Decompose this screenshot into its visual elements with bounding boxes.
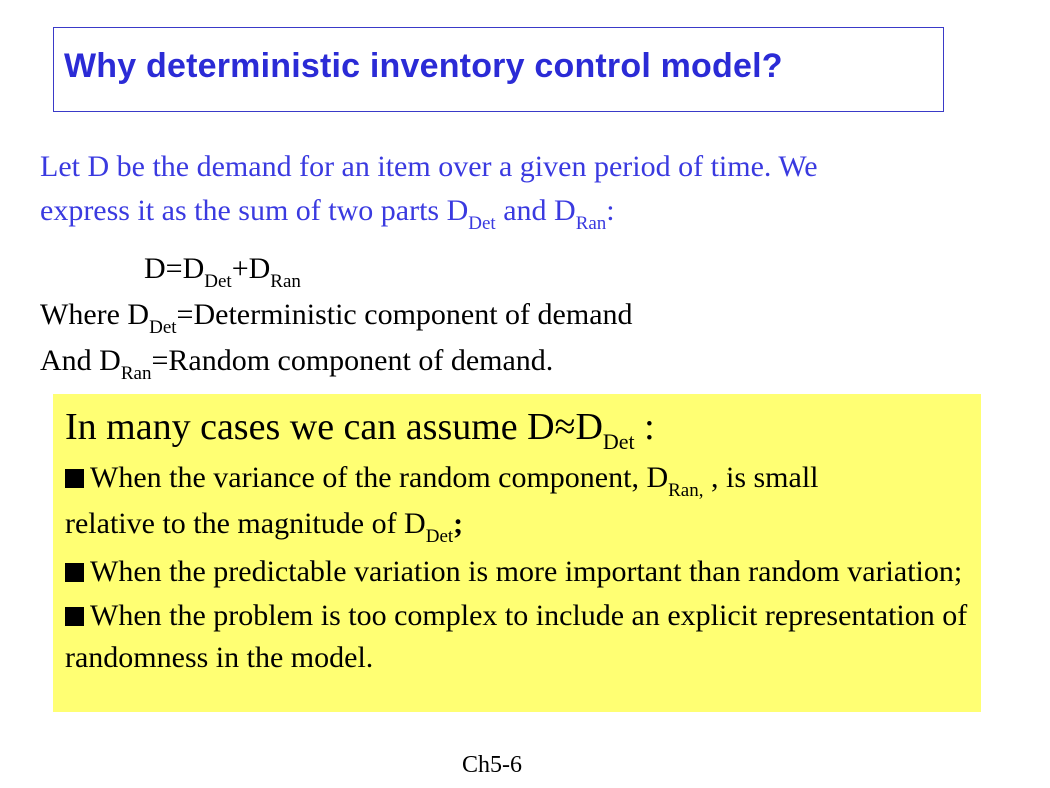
note-heading [65, 402, 969, 457]
square-bullet-icon [65, 469, 84, 488]
bullet1-text: When the variance of the random component, D [90, 461, 669, 494]
bullet2-text: When the predictable variation is more important than random variation; [90, 555, 963, 588]
bullet3-text: When the problem is too complex to include an explicit representation of randomness in the model. [65, 599, 968, 674]
intro-line-1: Let D be the demand for an item over a given period of time. We [40, 150, 818, 183]
and-sub: Ran [120, 363, 152, 384]
highlight-box [53, 394, 981, 712]
formula-d: D=D [144, 252, 205, 285]
where-post: =Deterministic component of demand [176, 298, 633, 331]
intro-and: and D [495, 194, 576, 227]
bullet1-sub2: Det [425, 526, 454, 547]
and-line [40, 340, 1000, 386]
intro-line-2-text: express it as the sum of two parts D [40, 194, 469, 227]
bullet1-line2: relative to the magnitude of D [65, 507, 426, 540]
bullet1-end: ; [453, 507, 464, 540]
demand-formula [40, 248, 1000, 294]
title-box [53, 27, 944, 112]
formula-sub-det: Det [204, 271, 232, 292]
bullet-item-variance [65, 457, 969, 549]
page-number: Ch5-6 [462, 752, 522, 778]
square-bullet-icon [65, 607, 84, 626]
square-bullet-icon [65, 563, 84, 582]
and-pre: And D [40, 344, 121, 377]
intro-paragraph [40, 145, 1020, 237]
bullet1-mid: , is small [703, 461, 819, 494]
formula-plus: +D [231, 252, 271, 285]
note-heading-text: In many cases we can assume D≈D [65, 406, 603, 448]
subscript-ran: Ran [575, 213, 607, 234]
note-heading-sub: Det [602, 429, 635, 454]
where-pre: Where D [40, 298, 150, 331]
definitions [40, 248, 1000, 386]
slide-title: Why deterministic inventory control model? [64, 47, 783, 85]
note-heading-colon: : [634, 406, 655, 448]
where-sub: Det [149, 317, 177, 338]
where-line [40, 294, 1000, 340]
bullet-item-complex [65, 595, 969, 679]
subscript-det: Det [468, 213, 496, 234]
bullet1-sub: Ran, [668, 480, 704, 501]
formula-sub-ran: Ran [270, 271, 301, 292]
and-post: =Random component of demand. [151, 344, 554, 377]
intro-colon: : [606, 194, 615, 227]
bullet-item-predictable [65, 551, 969, 593]
